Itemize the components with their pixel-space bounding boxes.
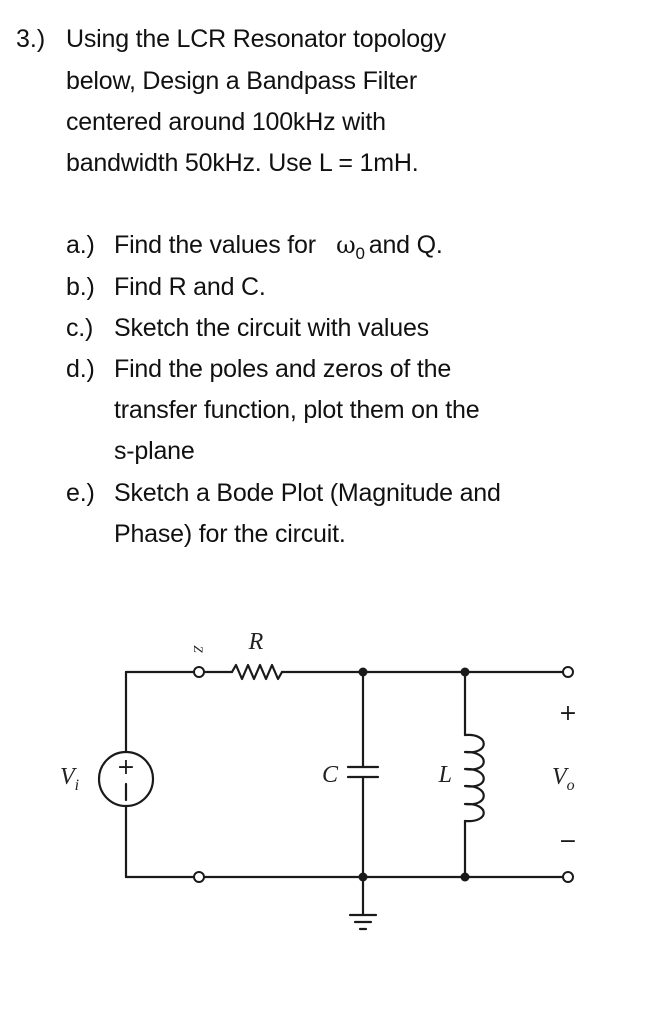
problem-number: 3.)	[16, 25, 46, 53]
terminal-output-bottom	[563, 872, 573, 882]
omega-subscript: 0	[355, 244, 365, 263]
part-d-label: d.)	[66, 355, 95, 383]
input-voltage-label	[60, 764, 79, 794]
part-b-label: b.)	[66, 273, 95, 301]
junction-top-cap	[359, 668, 368, 677]
omega-symbol: ω	[336, 231, 356, 259]
resistor-label: R	[248, 629, 264, 655]
output-voltage-main: V	[552, 764, 567, 790]
part-e-label: e.)	[66, 479, 95, 507]
part-e-line-2: Phase) for the circuit.	[114, 520, 346, 548]
inductor-label: L	[438, 762, 452, 788]
part-a-text	[114, 230, 443, 263]
terminal-output-top	[563, 667, 573, 677]
output-minus: −	[558, 829, 578, 854]
intro-line-4: bandwidth 50kHz. Use L = 1mH.	[66, 149, 419, 177]
source-plus: +	[116, 755, 136, 780]
terminal-input-bottom	[194, 872, 204, 882]
junction-bottom-ind	[461, 873, 470, 882]
input-voltage-sub: i	[74, 777, 80, 794]
part-d-line-2: transfer function, plot them on the	[114, 396, 480, 424]
output-voltage-sub: o	[566, 777, 575, 794]
lcr-circuit-diagram	[0, 600, 654, 980]
part-d-line-1: Find the poles and zeros of the	[114, 355, 452, 383]
output-plus: +	[558, 701, 578, 726]
part-a-line-1: Find the values for	[114, 231, 316, 259]
terminal-input-top	[194, 667, 204, 677]
input-voltage-main: V	[60, 764, 75, 790]
part-b-line-1: Find R and C.	[114, 273, 266, 301]
part-e-line-1: Sketch a Bode Plot (Magnitude and	[114, 479, 501, 507]
inductor-coil	[465, 735, 484, 821]
resistor-zigzag	[232, 665, 282, 679]
junction-bottom-cap	[359, 873, 368, 882]
intro-line-3: centered around 100kHz with	[66, 108, 386, 136]
intro-line-2: below, Design a Bandpass Filter	[66, 67, 417, 95]
part-c-line-1: Sketch the circuit with values	[114, 314, 429, 342]
output-voltage-label	[552, 764, 575, 794]
part-d-line-3: s-plane	[114, 437, 195, 465]
part-c-label: c.)	[66, 314, 94, 342]
capacitor-label: C	[321, 762, 338, 788]
junction-top-ind	[461, 668, 470, 677]
part-a-label: a.)	[66, 231, 95, 259]
intro-line-1: Using the LCR Resonator topology	[66, 25, 446, 53]
impedance-mark: Z	[191, 645, 206, 653]
part-a-tail: and Q.	[368, 231, 443, 259]
